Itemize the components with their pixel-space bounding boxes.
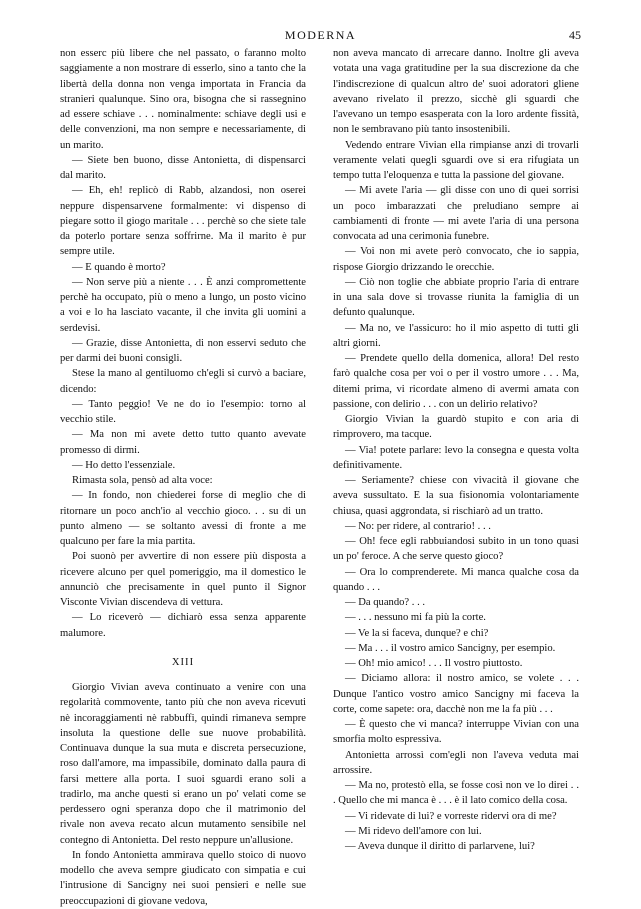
paragraph: — Seriamente? chiese con vivacità il giovane che aveva sussultato. E la sua fisionomia volontariamente chiusa, quasi aggrondata, si rischiarò ad un tratto. xyxy=(333,475,579,517)
paragraph: Rimasta sola, pensò ad alta voce: xyxy=(72,475,213,486)
paragraph: — Ho detto l'essenziale. xyxy=(72,459,176,471)
paragraph: — Vi ridevate di lui? e vorreste ridervi ora di me? xyxy=(345,810,557,822)
paragraph: — È questo che vi manca? interruppe Vivian con una smorfia molto espressiva. xyxy=(333,719,579,746)
running-title: MODERNA xyxy=(284,28,357,42)
paragraph: — Ciò non toglie che abbiate proprio l'aria di entrare in una sala dove si trovasse riunita la famiglia di un defunto qualunque. xyxy=(333,276,579,319)
paragraph: — Ma no, protestò ella, se fosse così non ve lo direi . . . Quello che mi manca è . . . è il lato comico della cosa. xyxy=(333,780,579,807)
paragraph: — Eh, eh! replicò di Rabb, alzandosi, non oserei neppure dispensarvene formalmente: vi dispenso di piegare sotto il giogo maritale . . . perchè so che siete tale da poterlo portare senza soffrirne. Ma il marito è pur sempre utile. xyxy=(60,185,306,258)
paragraph: — Da quando? . . . xyxy=(345,597,426,608)
page-number: 45 xyxy=(569,28,581,42)
paragraph: — E quando è morto? xyxy=(72,261,166,273)
paragraph: Giorgio Vivian la guardò stupito e con aria di rimprovero, ma tacque. xyxy=(333,414,579,441)
chapter-heading: XIII xyxy=(171,656,195,668)
paragraph: Vedendo entrare Vivian ella rimpianse anzi di trovarli veramente velati quegli sguardi ove si era rifugiata un tempo tutta l'eloquenza e tutta la passione del giovane. xyxy=(333,139,579,181)
paragraph: — Ora lo comprenderete. Mi manca qualche cosa da quando . . . xyxy=(333,566,579,593)
paragraph: — Mi ridevo dell'amore con lui. xyxy=(345,825,482,837)
left-text-column xyxy=(60,46,306,909)
paragraph: — Ma no, ve l'assicuro: ho il mio aspetto di tutti gli altri giorni. xyxy=(333,322,579,349)
paragraph: — Aveva dunque il diritto di parlarvene, lui? xyxy=(345,841,535,852)
paragraph: — Prendete quello della domenica, allora! Del resto farò qualche cosa per voi o per il vostro umore . . . Ma, ditemi prima, vi ricordate almeno di avermi amata con passione, con delirio . . . con un delirio relativo? xyxy=(333,353,579,410)
paragraph: — Siete ben buono, disse Antonietta, di dispensarci dal marito. xyxy=(60,154,306,181)
paragraph: — Oh! mio amico! . . . Il vostro piuttosto. xyxy=(345,658,523,669)
paragraph: — Tanto peggio! Ve ne do io l'esempio: torno al vecchio stile. xyxy=(60,398,306,425)
paragraph: Poi suonò per avvertire di non essere più disposta a ricevere alcuno per quel pomeriggio, ma il domestico le annunciò che precisamente in quel punto il Signor Visconte Vivian discendeva di vettura. xyxy=(60,551,306,608)
paragraph: — Grazie, disse Antonietta, di non esservi seduto che per darmi dei buoni consigli. xyxy=(60,337,306,364)
paragraph: — . . . nessuno mi fa più la corte. xyxy=(345,612,486,624)
paragraph: — Mi avete l'aria — gli disse con uno di quei sorrisi un poco imbarazzati che preludiano sempre ai cambiamenti di fronte — mi avete l'aria di una persona convocata ad una cerimonia funebre. xyxy=(333,185,579,242)
paragraph: — No: per ridere, al contrario! . . . xyxy=(345,520,491,532)
paragraph: Giorgio Vivian aveva continuato a venire con una regolarità commovente, tanto più che non aveva ricevuti nè incoraggiamenti nè rabbuffi, quindi rimaneva sempre insoluta la questione delle sue nuove probabilità. Continuava dunque la sua muta e discreta persecuzione, roso dall'amore, ma impassibile, dominato dalla paura di farsi mettere alla porta. I suoi sguardi erano soli a tradirlo, ma anche questi si erano un po' velati come se perdessero ogni speranza dopo che il matrimonio del rivale non aveva recato alcun mutamento sensibile nel contegno di Antonietta. Del resto neppure un'allusione. xyxy=(60,682,306,846)
right-text-column xyxy=(333,46,579,854)
paragraph: non aveva mancato di arrecare danno. Inoltre gli aveva votata una vaga gratitudine per la sua discrezione da che l'indiscrezione di qualcun altro de' suoi adoratori gliene avevano rivelato il prezzo, sicchè gli sguardi che l'avevano un tempo esasperata con la loro ardente fissità, non le sembravano più tanto insostenibili. xyxy=(333,48,579,136)
paragraph: — Non serve più a niente . . . È anzi compromettente perchè ha occupato, più o meno a lungo, un posto vicino a voi e lo ha lasciato vacante, il che invita gli uomini a serdevisi. xyxy=(60,276,306,334)
paragraph: Stese la mano al gentiluomo ch'egli si curvò a baciare, dicendo: xyxy=(60,368,306,395)
paragraph: — Oh! fece egli rabbuiandosi subito in un tono quasi un po' feroce. A che serve questo gioco? xyxy=(333,536,579,563)
paragraph: — Ve la si faceva, dunque? e chi? xyxy=(345,627,489,639)
paragraph: non esserc più libere che nel passato, o faranno molto saggiamente a non mostrare di esserlo, sino a tanto che la libertà della donna non venga importata in Francia da stranieri qualunque. Sino ora, bisogna che si rassegnino ad essere schiave . . . nominalmente: schiave degli usi e delle convenzioni, ma non sempre e necessariamente, di un marito. xyxy=(60,48,306,151)
paragraph: — Lo riceverò — dichiarò essa senza apparente malumore. xyxy=(60,612,306,639)
paragraph: — Diciamo allora: il nostro amico, se volete . . . Dunque l'antico vostro amico Sancigny mi faceva la corte, come sapete: ora, dacchè non me la fa più . . . xyxy=(333,673,579,715)
paragraph: In fondo Antonietta ammirava quello stoico di nuovo modello che aveva sempre giudicato con simpatia e cui l'intrusione di Sancigny nei suoi pensieri e nelle sue preoccupazioni di giovane vedova, xyxy=(60,849,306,907)
paragraph: — Ma . . . il vostro amico Sancigny, per esempio. xyxy=(345,642,556,654)
running-header xyxy=(60,28,581,48)
paragraph: — Via! potete parlare: levo la consegna e questa volta definitivamente. xyxy=(333,444,579,471)
paragraph: — Ma non mi avete detto tutto quanto avevate promesso di dirmi. xyxy=(60,429,306,456)
paragraph: Antonietta arrossì com'egli non l'aveva veduta mai arrossire. xyxy=(333,749,579,776)
paragraph: — In fondo, non chiederei forse di meglio che di ritornare un poco anch'io al vecchio gioco. . . su di un punto almeno — se soltanto avessi di fronte a me qualcuno per fare la mia partita. xyxy=(60,490,306,547)
paragraph: — Voi non mi avete però convocato, che io sappia, rispose Giorgio drizzando le orecchie. xyxy=(333,246,579,273)
